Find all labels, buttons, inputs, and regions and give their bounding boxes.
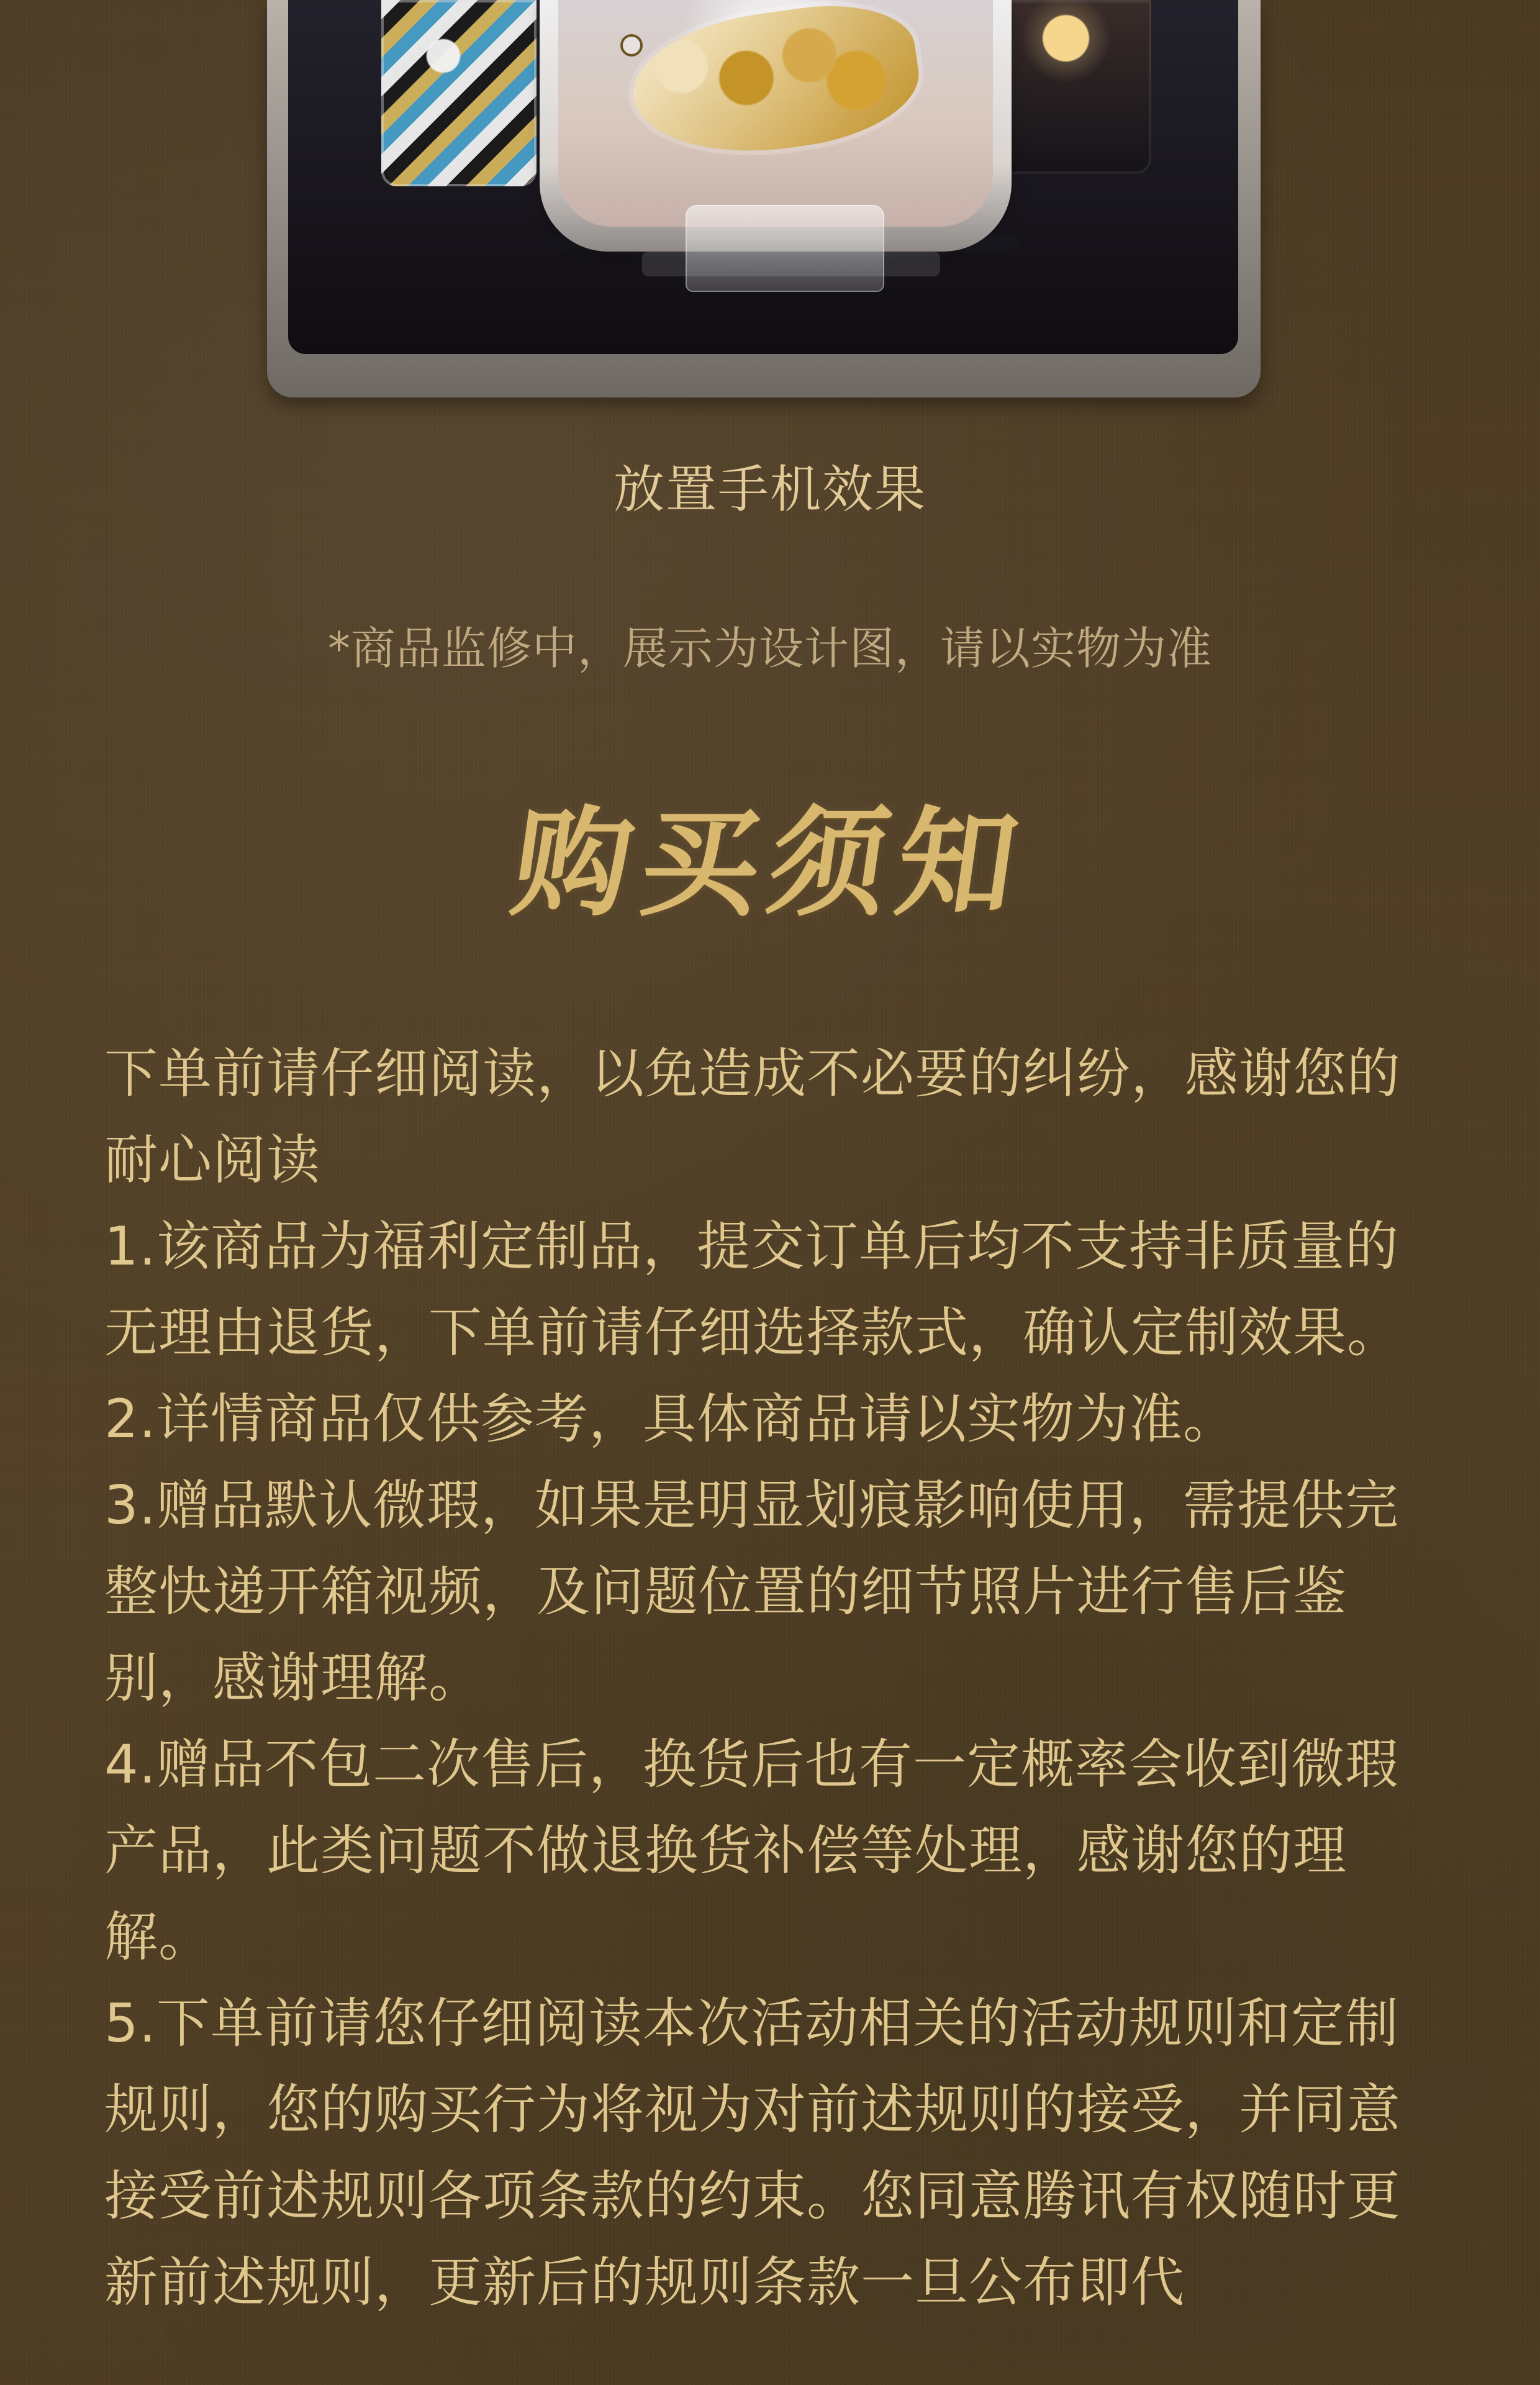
phone-stand-image — [267, 0, 1273, 404]
placement-effect-caption: 放置手机效果 — [613, 460, 926, 519]
notice-line: 4.赠品不包二次售后，换货后也有一定概率会收到微瑕产品，此类问题不做退换货补偿等处理，感谢您的理解。 — [104, 1733, 1400, 1968]
left-decorative-card — [381, 0, 537, 186]
notice-line: 下单前请仔细阅读，以免造成不必要的纠纷，感谢您的耐心阅读 — [104, 1043, 1401, 1191]
acrylic-stand — [686, 205, 884, 292]
purchase-notice-title: 购买须知 — [504, 794, 1036, 932]
notice-line: 1.该商品为福利定制品，提交订单后均不支持非质量的无理由退货，下单前请仔细选择款式，确认定制效果。 — [104, 1215, 1401, 1364]
notice-line: 5.下单前请您仔细阅读本次活动相关的活动规则和定制规则，您的购买行为将视为对前述规则的接受，并同意接受前述规则各项条款的约束。您同意腾讯有权随时更新前述规则，更新后的规则条款一旦公布即代 — [104, 1992, 1401, 2314]
stand-base — [642, 252, 940, 276]
notice-line: 3.赠品默认微瑕，如果是明显划痕影响使用，需提供完整快递开箱视频，及问题位置的细节照片进行售后鉴别，感谢理解。 — [104, 1474, 1400, 1709]
screen-badge-icon — [620, 34, 643, 57]
tray-surface — [288, 0, 1238, 354]
purchase-notice-body — [104, 1031, 1436, 2326]
notice-line: 2.详情商品仅供参考，具体商品请以实物为准。 — [104, 1388, 1238, 1450]
phone-screen — [558, 0, 993, 227]
right-decorative-card — [996, 0, 1151, 174]
design-notice-caption: *商品监修中，展示为设计图，请以实物为准 — [327, 622, 1212, 675]
brand-logo-image — [625, 0, 926, 168]
